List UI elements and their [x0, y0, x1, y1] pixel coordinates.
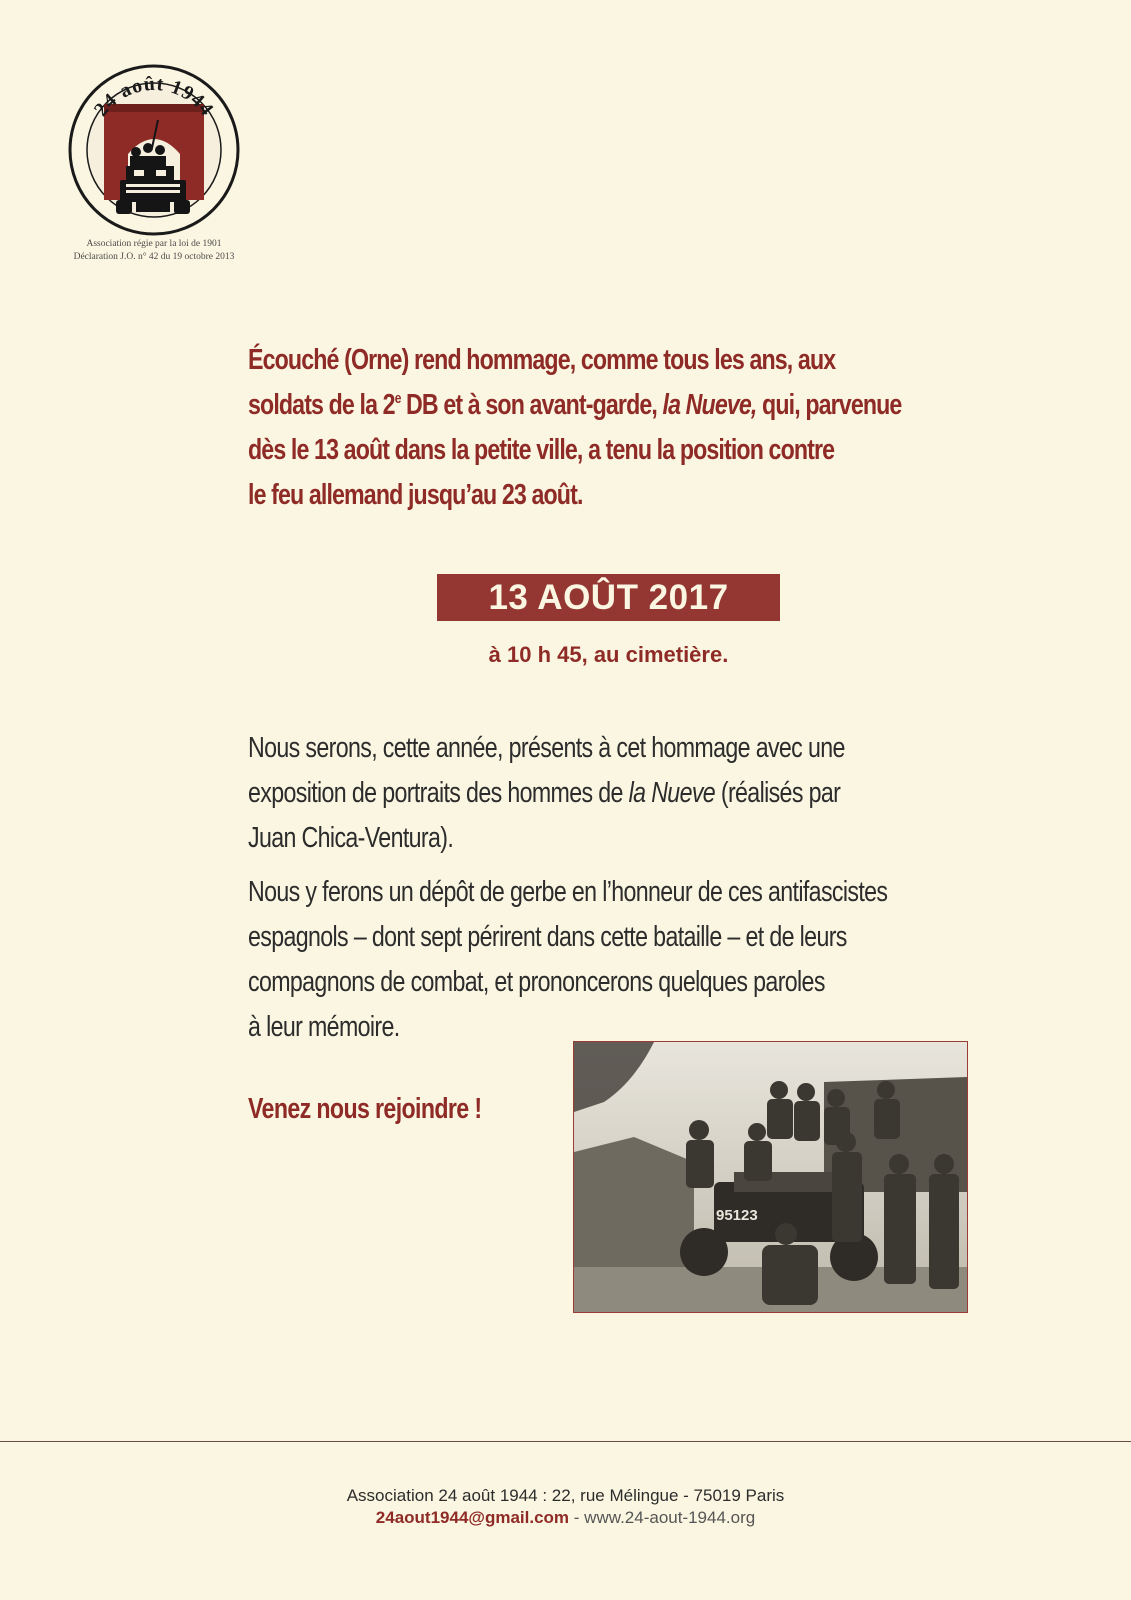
event-date: 13 AOÛT 2017: [488, 577, 729, 617]
intro-text: soldats de la 2: [248, 389, 395, 421]
body-line: à leur mémoire.: [248, 1011, 400, 1043]
association-logo: [66, 62, 242, 264]
footer-address: Association 24 août 1944 : 22, rue Mélingue - 75019 Paris: [346, 1486, 785, 1505]
ordinal-superscript: e: [394, 390, 401, 407]
body-line: Nous serons, cette année, présents à cet hommage avec une: [248, 732, 845, 764]
intro-line: dès le 13 août dans la petite ville, a tenu la position contre: [248, 434, 835, 466]
vehicle-plate: 95123: [716, 1207, 758, 1224]
body-line: Nous y ferons un dépôt de gerbe en l’honneur de ces antifascistes: [248, 876, 888, 908]
body-line: espagnols – dont sept périrent dans cette bataille – et de leurs: [248, 921, 847, 953]
unit-name-italic: la Nueve,: [662, 389, 757, 421]
body-text-span: exposition de portraits des hommes de: [248, 777, 629, 809]
footer-divider: [0, 1441, 1131, 1442]
intro-text: qui, parvenue: [756, 389, 902, 421]
body-line: Juan Chica-Ventura).: [248, 822, 454, 854]
intro-paragraph: [248, 338, 988, 518]
historic-photo: [573, 1041, 968, 1313]
intro-line: Écouché (Orne) rend hommage, comme tous les ans, aux: [248, 344, 836, 376]
paragraph-exhibition: [248, 726, 988, 861]
soldiers-photo-illustration: [574, 1042, 967, 1312]
footer-email-link[interactable]: 24aout1944@gmail.com: [375, 1508, 570, 1527]
body-text-span: (réalisés par: [715, 777, 841, 809]
footer: [0, 1485, 1131, 1529]
body-line: compagnons de combat, et prononcerons quelques paroles: [248, 966, 825, 998]
paragraph-wreath: [248, 870, 988, 1050]
event-time-place: à 10 h 45, au cimetière.: [488, 642, 729, 667]
logo-caption-line1: Association régie par la loi de 1901: [86, 239, 222, 249]
logo-caption-line2: Déclaration J.O. n° 42 du 19 octobre 2013: [73, 252, 235, 262]
unit-name-italic: la Nueve: [628, 777, 716, 809]
seal-text: 24 août 1944: [89, 72, 219, 121]
body-text: [248, 726, 988, 1050]
intro-line: le feu allemand jusqu’au 23 août.: [248, 479, 583, 511]
call-to-action: Venez nous rejoindre !: [248, 1093, 482, 1125]
footer-contact: [0, 1507, 1131, 1529]
date-banner: [437, 574, 780, 621]
footer-website-link[interactable]: www.24-aout-1944.org: [584, 1508, 756, 1527]
intro-line: [248, 383, 902, 428]
intro-text: DB et à son avant-garde,: [400, 389, 663, 421]
body-line: [248, 771, 840, 816]
footer-separator: -: [569, 1508, 585, 1527]
seal-emblem: [66, 62, 242, 238]
